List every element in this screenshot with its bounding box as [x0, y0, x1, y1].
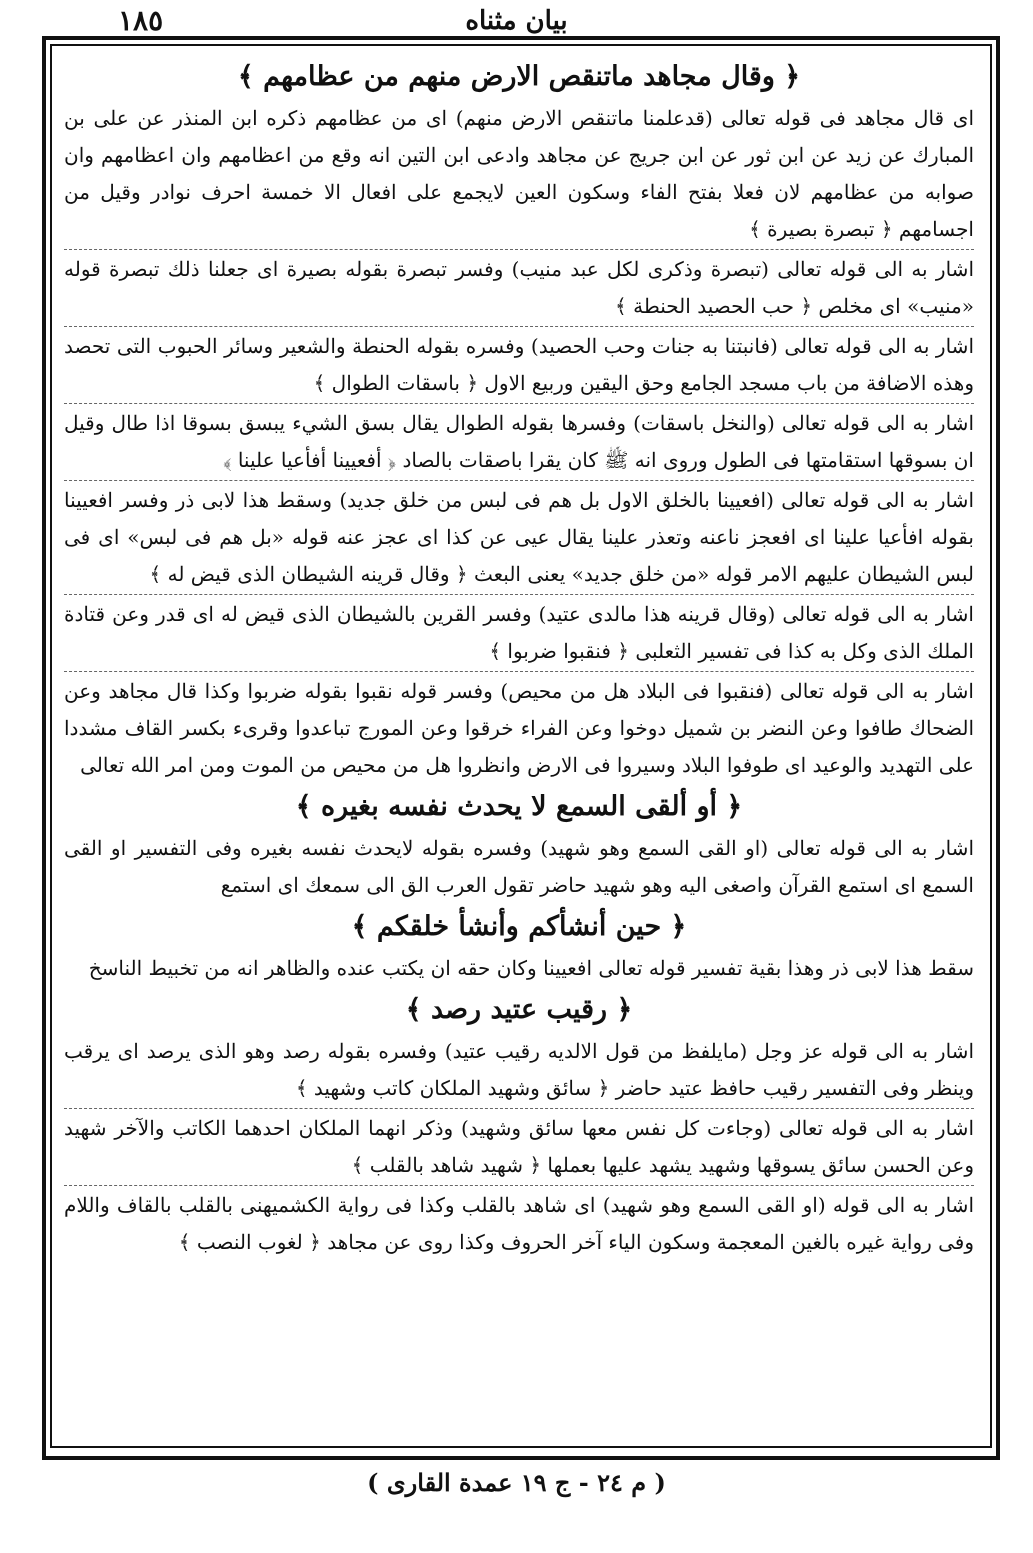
divider — [64, 594, 974, 595]
paragraph-2: اشار به الى قوله تعالى (تبصرة وذكرى لكل عبد منيب) وفسر تبصرة بقوله بصيرة اى جعلنا ذلك تبصرة قوله «منيب» اى مخلص ﴿ حب الحصيد الحنطة ﴾ — [64, 257, 974, 318]
page-number: ١٨٥ — [118, 4, 164, 37]
heading-4: ﴿ رقيب عتيد رصد ﴾ — [405, 994, 633, 1025]
paragraph-5: اشار به الى قوله تعالى (افعيينا بالخلق الاول بل هم فى لبس من خلق جديد) وسقط هذا لابى ذر وفسر افعيينا بقوله افأعيا علينا اى افعجز ناعنه وتعذر علينا يقال عيى عن كذا اى عجز عنه قوله «بل هم فى لبس» اى فى لبس الشيطان عليهم الامر قوله «من خلق جديد» يعنى البعث ﴿ وقال قرينه الشيطان الذى قيض له ﴾ — [64, 488, 974, 586]
footer-reference: ( م ٢٤ - ج ١٩ عمدة القارى ) — [367, 1468, 666, 1497]
paragraph-6: اشار به الى قوله تعالى (وقال قرينه هذا مالدى عتيد) وفسر القرين بالشيطان الذى قيض له اى قدر وعن قتادة الملك الذى وكل به كذا فى تفسير الثعلبى ﴿ فنقبوا ضربوا ﴾ — [64, 602, 974, 663]
heading-3: ﴿ حين أنشأكم وأنشأ خلقكم ﴾ — [351, 911, 687, 942]
paragraph-11: اشار به الى قوله تعالى (وجاءت كل نفس معها سائق وشهيد) وذكر انهما الملكان احدهما الكاتب والآخر شهيد وعن الحسن سائق يسوقها وشهيد يشهد عليها بعملها ﴿ شهيد شاهد بالقلب ﴾ — [64, 1116, 974, 1177]
divider — [64, 249, 974, 250]
divider — [64, 480, 974, 481]
paragraph-8: اشار به الى قوله تعالى (او القى السمع وهو شهيد) وفسره بقوله لايحدث نفسه بغيره وفى التفسير او القى السمع اى استمع القرآن واصغى اليه وهو شهيد حاضر تقول العرب الق الى سمعك اى استمع — [64, 836, 974, 897]
paragraph-9: سقط هذا لابى ذر وهذا بقية تفسير قوله تعالى افعيينا وكان حقه ان يكتب عنده والظاهر انه من تخبيط الناسخ — [88, 956, 974, 980]
divider — [64, 403, 974, 404]
paragraph-12: اشار به الى قوله (او القى السمع وهو شهيد) اى شاهد بالقلب وكذا فى رواية الكشميهنى بالقلب بالقاف واللام وفى رواية غيره بالغين المعجمة وسكون الياء آخر الحروف وكذا روى عن مجاهد ﴿ لغوب النصب ﴾ — [64, 1193, 974, 1254]
paragraph-1: اى قال مجاهد فى قوله تعالى (قدعلمنا ماتنقص الارض منهم) اى من عظامهم ذكره ابن المنذر عن على بن المبارك عن زيد عن ابن ثور عن ابن جريج عن مجاهد وادعى ابن التين انه وقع من اعظامهم وان اعظامهم وان صوابه من عظامهم لان فعلا بفتح الفاء وسكون العين لايجمع على افعال الا خمسة احرف نوادر وقيل من اجسامهم ﴿ تبصرة بصيرة ﴾ — [64, 106, 974, 241]
paragraph-7: اشار به الى قوله تعالى (فنقبوا فى البلاد هل من محيص) وفسر قوله نقبوا بقوله ضربوا وكذا قال مجاهد وعن الضحاك طافوا وعن النضر بن شميل دوخوا وعن الفراء خرقوا وعن المورج تباعدوا وقرىء بكسر القاف مشددا على التهديد والوعيد اى طوفوا البلاد وسيروا فى الارض وانظروا هل من محيص من الموت ومن امر الله تعالى — [64, 679, 974, 777]
divider — [64, 671, 974, 672]
heading-2: ﴿ أو ألقى السمع لا يحدث نفسه بغيره ﴾ — [295, 791, 743, 822]
paragraph-10: اشار به الى قوله عز وجل (مايلفظ من قول الالديه رقيب عتيد) وفسره بقوله رصد وهو الذى يرصد اى يرقب وينظر وفى التفسير رقيب حافظ عتيد حاضر ﴿ سائق وشهيد الملكان كاتب وشهيد ﴾ — [64, 1039, 974, 1100]
heading-1: ﴿ وقال مجاهد ماتنقص الارض منهم من عظامهم ﴾ — [237, 61, 801, 92]
divider — [64, 1108, 974, 1109]
paragraph-3: اشار به الى قوله تعالى (فانبتنا به جنات وحب الحصيد) وفسره بقوله الحنطة والشعير وسائر الحبوب التى تحصد وهذه الاضافة من باب مسجد الجامع وحق اليقين وربيع الاول ﴿ باسقات الطوال ﴾ — [64, 334, 974, 395]
paragraph-4: اشار به الى قوله تعالى (والنخل باسقات) وفسرها بقوله الطوال يقال بسق الشيء يبسق بسوقا اذا طال وقيل ان بسوقها استقامتها فى الطول وروى انه ﷺ كان يقرا باصقات بالصاد ﴿ أفعيينا أفأعيا علينا ﴾ — [64, 411, 975, 472]
running-head: بيان مثناه — [465, 6, 568, 36]
divider — [64, 326, 974, 327]
divider — [64, 1185, 974, 1186]
page-content — [64, 54, 974, 1440]
